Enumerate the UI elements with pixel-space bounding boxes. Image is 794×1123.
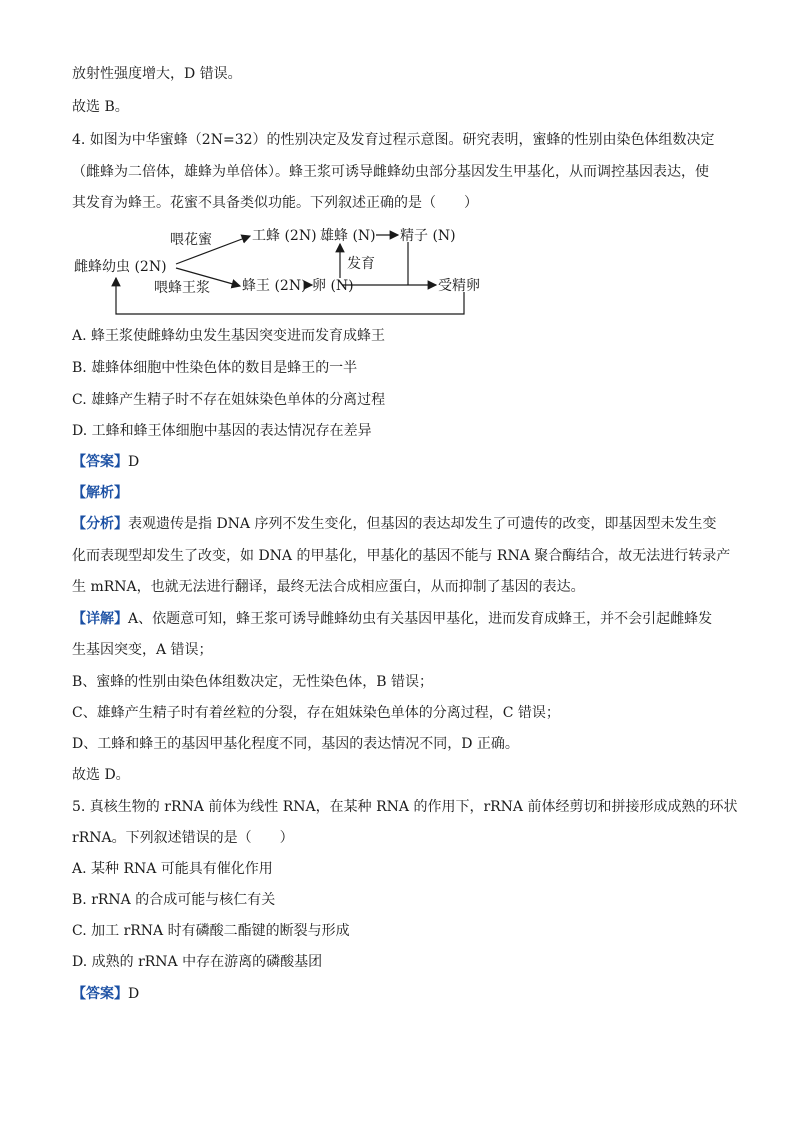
xiangjie-text: A、依题意可知，蜂王浆可诱导雌蜂幼虫有关基因甲基化，进而发育成蜂王，并不会引起雌蜂发: [128, 611, 713, 627]
nectar-label: 喂花蜜: [170, 232, 212, 248]
egg-label: 卵 (N): [312, 278, 354, 294]
answer-tag: 【答案】: [72, 986, 128, 1002]
text-line: 故选 D。: [72, 767, 130, 783]
option-a: A. 某种 RNA 可能具有催化作用: [72, 861, 273, 877]
xiangjie-tag: 【详解】: [72, 611, 128, 627]
text-line: 故选 B。: [72, 99, 129, 115]
larva-label: 雌蜂幼虫 (2N): [74, 259, 167, 275]
sperm-label: 精子 (N): [400, 228, 456, 244]
analysis-tag: 【解析】: [72, 485, 128, 501]
text-line: 化而表现型却发生了改变，如 DNA 的甲基化，甲基化的基因不能与 RNA 聚合酶结合，故无法进行转录产: [72, 548, 731, 564]
drone-label: 雄蜂 (N): [320, 228, 376, 244]
text-line: 生基因突变，A 错误；: [72, 642, 213, 658]
answer-tag: 【答案】: [72, 454, 128, 470]
answer-line: [72, 984, 139, 1004]
xiangjie-line: [72, 609, 712, 629]
jelly-label: 喂蜂王浆: [154, 280, 210, 296]
question-4-stem: 其发育为蜂王。花蜜不具备类似功能。下列叙述正确的是（ ）: [72, 195, 478, 211]
text-line: B、蜜蜂的性别由染色体组数决定，无性染色体，B 错误；: [72, 674, 434, 690]
option-c: C. 雄蜂产生精子时不存在姐妹染色单体的分离过程: [72, 392, 386, 408]
question-4-stem: 4. 如图为中华蜜蜂（2N=32）的性别决定及发育过程示意图。研究表明，蜜蜂的性别由染色体组数决定: [72, 132, 715, 148]
answer-value: D: [128, 986, 140, 1002]
fenxi-text: 表观遗传是指 DNA 序列不发生变化，但基因的表达却发生了可遗传的改变，即基因型未发生变: [128, 516, 717, 532]
question-5-stem: rRNA。下列叙述错误的是（ ）: [72, 830, 294, 846]
option-d: D. 工蜂和蜂王体细胞中基因的表达情况存在差异: [72, 423, 372, 439]
answer-value: D: [128, 454, 140, 470]
worker-label: 工蜂 (2N): [252, 228, 317, 244]
text-line: 放射性强度增大，D 错误。: [72, 66, 242, 82]
fenxi-line: [72, 514, 716, 534]
bee-development-diagram: [72, 222, 492, 322]
option-b: B. 雄蜂体细胞中性染色体的数目是蜂王的一半: [72, 360, 358, 376]
question-5-stem: 5. 真核生物的 rRNA 前体为线性 RNA，在某种 RNA 的作用下，rRNA 前体经剪切和拼接形成成熟的环状: [72, 799, 738, 815]
analysis-line: [72, 483, 128, 503]
text-line: D、工蜂和蜂王的基因甲基化程度不同，基因的表达情况不同，D 正确。: [72, 736, 519, 752]
queen-label: 蜂王 (2N): [242, 278, 307, 294]
text-line: C、雄蜂产生精子时有着丝粒的分裂，存在姐妹染色单体的分离过程，C 错误；: [72, 705, 560, 721]
fenxi-tag: 【分析】: [72, 516, 128, 532]
option-a: A. 蜂王浆使雌蜂幼虫发生基因突变进而发育成蜂王: [72, 328, 386, 344]
option-b: B. rRNA 的合成可能与核仁有关: [72, 892, 276, 908]
option-c: C. 加工 rRNA 时有磷酸二酯键的断裂与形成: [72, 923, 350, 939]
answer-line: [72, 452, 139, 472]
fertilized-egg-label: 受精卵: [438, 278, 480, 294]
text-line: 生 mRNA，也就无法进行翻译，最终无法合成相应蛋白，从而抑制了基因的表达。: [72, 579, 585, 595]
question-4-stem: （雌蜂为二倍体，雄蜂为单倍体）。蜂王浆可诱导雌蜂幼虫部分基因发生甲基化，从而调控基因表达，使: [72, 164, 709, 180]
option-d: D. 成熟的 rRNA 中存在游离的磷酸基团: [72, 954, 323, 970]
develop-label: 发育: [347, 256, 375, 272]
